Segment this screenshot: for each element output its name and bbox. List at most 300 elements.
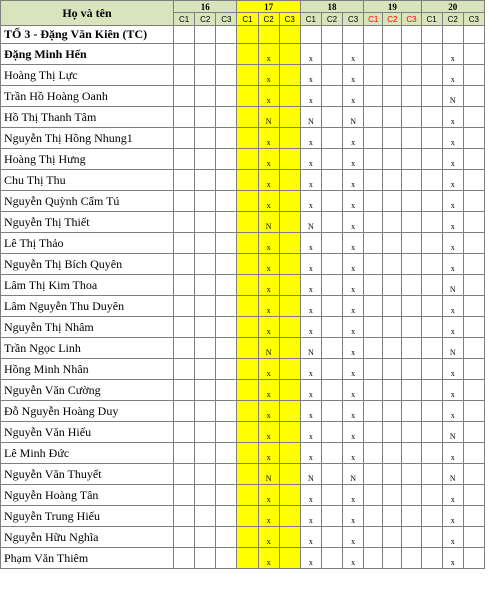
- attendance-cell[interactable]: [174, 128, 195, 149]
- attendance-cell[interactable]: [195, 443, 216, 464]
- attendance-cell[interactable]: x: [343, 170, 364, 191]
- attendance-cell[interactable]: [216, 191, 237, 212]
- attendance-cell[interactable]: [421, 527, 442, 548]
- attendance-cell[interactable]: [321, 149, 342, 170]
- attendance-cell[interactable]: [237, 26, 258, 44]
- attendance-cell[interactable]: [237, 254, 258, 275]
- attendance-cell[interactable]: [463, 422, 484, 443]
- attendance-cell[interactable]: N: [300, 464, 321, 485]
- attendance-cell[interactable]: [402, 422, 421, 443]
- attendance-cell[interactable]: [216, 212, 237, 233]
- attendance-cell[interactable]: x: [442, 527, 463, 548]
- attendance-cell[interactable]: x: [258, 485, 279, 506]
- attendance-cell[interactable]: [174, 401, 195, 422]
- attendance-cell[interactable]: [321, 338, 342, 359]
- attendance-cell[interactable]: x: [343, 86, 364, 107]
- attendance-cell[interactable]: [174, 170, 195, 191]
- attendance-cell[interactable]: x: [258, 359, 279, 380]
- attendance-cell[interactable]: N: [442, 275, 463, 296]
- attendance-cell[interactable]: N: [300, 212, 321, 233]
- attendance-cell[interactable]: [279, 233, 300, 254]
- attendance-cell[interactable]: x: [300, 548, 321, 569]
- attendance-cell[interactable]: [174, 275, 195, 296]
- attendance-cell[interactable]: N: [258, 212, 279, 233]
- attendance-cell[interactable]: x: [442, 359, 463, 380]
- attendance-cell[interactable]: [421, 401, 442, 422]
- member-name-cell[interactable]: Trần Hồ Hoàng Oanh: [1, 86, 174, 107]
- attendance-cell[interactable]: [174, 254, 195, 275]
- attendance-cell[interactable]: [383, 506, 402, 527]
- attendance-cell[interactable]: [383, 212, 402, 233]
- attendance-cell[interactable]: x: [343, 149, 364, 170]
- attendance-cell[interactable]: [174, 338, 195, 359]
- attendance-cell[interactable]: [463, 254, 484, 275]
- attendance-cell[interactable]: [402, 464, 421, 485]
- attendance-cell[interactable]: [195, 296, 216, 317]
- attendance-cell[interactable]: x: [300, 380, 321, 401]
- attendance-cell[interactable]: [321, 422, 342, 443]
- attendance-cell[interactable]: [364, 170, 383, 191]
- member-name-cell[interactable]: Hoàng Thị Lực: [1, 65, 174, 86]
- attendance-cell[interactable]: [364, 107, 383, 128]
- attendance-cell[interactable]: [364, 128, 383, 149]
- attendance-cell[interactable]: [195, 107, 216, 128]
- attendance-cell[interactable]: [279, 275, 300, 296]
- attendance-cell[interactable]: [321, 170, 342, 191]
- attendance-cell[interactable]: x: [343, 380, 364, 401]
- attendance-cell[interactable]: [321, 275, 342, 296]
- attendance-cell[interactable]: [383, 443, 402, 464]
- attendance-cell[interactable]: N: [442, 464, 463, 485]
- attendance-cell[interactable]: [279, 191, 300, 212]
- attendance-cell[interactable]: [421, 65, 442, 86]
- attendance-cell[interactable]: [174, 443, 195, 464]
- attendance-cell[interactable]: [321, 233, 342, 254]
- attendance-cell[interactable]: [195, 275, 216, 296]
- attendance-cell[interactable]: [279, 26, 300, 44]
- attendance-cell[interactable]: [383, 149, 402, 170]
- attendance-cell[interactable]: [421, 296, 442, 317]
- member-name-cell[interactable]: Phạm Văn Thiêm: [1, 548, 174, 569]
- attendance-cell[interactable]: [216, 149, 237, 170]
- attendance-cell[interactable]: [216, 254, 237, 275]
- attendance-cell[interactable]: [383, 107, 402, 128]
- attendance-cell[interactable]: [321, 380, 342, 401]
- attendance-cell[interactable]: x: [343, 191, 364, 212]
- attendance-cell[interactable]: [383, 485, 402, 506]
- attendance-cell[interactable]: [421, 338, 442, 359]
- member-name-cell[interactable]: Nguyễn Văn Thuyết: [1, 464, 174, 485]
- attendance-cell[interactable]: [421, 233, 442, 254]
- attendance-cell[interactable]: [383, 233, 402, 254]
- member-name-cell[interactable]: Nguyễn Hữu Nghĩa: [1, 527, 174, 548]
- attendance-cell[interactable]: [279, 380, 300, 401]
- attendance-cell[interactable]: [174, 233, 195, 254]
- attendance-cell[interactable]: x: [300, 44, 321, 65]
- attendance-cell[interactable]: [421, 44, 442, 65]
- attendance-cell[interactable]: [237, 149, 258, 170]
- attendance-cell[interactable]: x: [442, 506, 463, 527]
- attendance-cell[interactable]: [195, 254, 216, 275]
- attendance-cell[interactable]: [421, 191, 442, 212]
- attendance-cell[interactable]: x: [343, 527, 364, 548]
- attendance-cell[interactable]: [279, 464, 300, 485]
- attendance-cell[interactable]: [195, 548, 216, 569]
- attendance-cell[interactable]: [321, 65, 342, 86]
- attendance-cell[interactable]: [300, 26, 321, 44]
- attendance-cell[interactable]: x: [343, 422, 364, 443]
- attendance-cell[interactable]: [216, 65, 237, 86]
- attendance-cell[interactable]: [216, 44, 237, 65]
- attendance-cell[interactable]: x: [343, 548, 364, 569]
- attendance-cell[interactable]: [174, 359, 195, 380]
- attendance-cell[interactable]: [195, 527, 216, 548]
- attendance-cell[interactable]: x: [442, 191, 463, 212]
- attendance-cell[interactable]: [321, 44, 342, 65]
- attendance-cell[interactable]: [216, 464, 237, 485]
- attendance-cell[interactable]: [402, 233, 421, 254]
- attendance-cell[interactable]: x: [258, 128, 279, 149]
- attendance-cell[interactable]: [216, 86, 237, 107]
- attendance-cell[interactable]: [402, 296, 421, 317]
- attendance-cell[interactable]: x: [258, 422, 279, 443]
- attendance-cell[interactable]: [364, 317, 383, 338]
- attendance-cell[interactable]: [195, 233, 216, 254]
- attendance-cell[interactable]: [402, 317, 421, 338]
- attendance-cell[interactable]: [402, 149, 421, 170]
- attendance-cell[interactable]: [321, 464, 342, 485]
- attendance-cell[interactable]: [174, 191, 195, 212]
- attendance-cell[interactable]: [174, 506, 195, 527]
- attendance-cell[interactable]: [463, 107, 484, 128]
- attendance-cell[interactable]: [216, 338, 237, 359]
- attendance-cell[interactable]: [364, 26, 383, 44]
- attendance-cell[interactable]: x: [300, 401, 321, 422]
- attendance-cell[interactable]: [279, 401, 300, 422]
- attendance-cell[interactable]: [421, 26, 442, 44]
- attendance-cell[interactable]: [402, 506, 421, 527]
- attendance-cell[interactable]: [321, 359, 342, 380]
- attendance-cell[interactable]: [195, 128, 216, 149]
- attendance-cell[interactable]: [463, 65, 484, 86]
- attendance-cell[interactable]: x: [258, 65, 279, 86]
- attendance-cell[interactable]: x: [300, 422, 321, 443]
- attendance-cell[interactable]: x: [300, 149, 321, 170]
- attendance-cell[interactable]: [321, 128, 342, 149]
- attendance-cell[interactable]: [463, 170, 484, 191]
- attendance-cell[interactable]: [237, 464, 258, 485]
- attendance-cell[interactable]: x: [442, 212, 463, 233]
- attendance-cell[interactable]: [402, 107, 421, 128]
- attendance-cell[interactable]: x: [343, 233, 364, 254]
- attendance-cell[interactable]: [174, 464, 195, 485]
- attendance-cell[interactable]: [237, 86, 258, 107]
- member-name-cell[interactable]: Hồng Minh Nhân: [1, 359, 174, 380]
- attendance-cell[interactable]: [383, 128, 402, 149]
- attendance-cell[interactable]: x: [258, 86, 279, 107]
- attendance-cell[interactable]: [279, 548, 300, 569]
- attendance-cell[interactable]: [321, 86, 342, 107]
- attendance-cell[interactable]: [364, 338, 383, 359]
- member-name-cell[interactable]: Nguyễn Hoàng Tân: [1, 485, 174, 506]
- attendance-cell[interactable]: x: [300, 485, 321, 506]
- attendance-cell[interactable]: [463, 128, 484, 149]
- attendance-cell[interactable]: [402, 338, 421, 359]
- attendance-cell[interactable]: x: [258, 506, 279, 527]
- attendance-cell[interactable]: [383, 86, 402, 107]
- attendance-cell[interactable]: x: [343, 128, 364, 149]
- attendance-cell[interactable]: x: [258, 527, 279, 548]
- attendance-cell[interactable]: [402, 254, 421, 275]
- attendance-cell[interactable]: [216, 422, 237, 443]
- attendance-cell[interactable]: [383, 275, 402, 296]
- attendance-cell[interactable]: [402, 548, 421, 569]
- attendance-cell[interactable]: x: [300, 65, 321, 86]
- attendance-cell[interactable]: [195, 464, 216, 485]
- attendance-cell[interactable]: N: [343, 464, 364, 485]
- attendance-cell[interactable]: x: [442, 107, 463, 128]
- attendance-cell[interactable]: [364, 212, 383, 233]
- attendance-cell[interactable]: [195, 422, 216, 443]
- attendance-cell[interactable]: [442, 26, 463, 44]
- member-name-cell[interactable]: Hoàng Thị Hưng: [1, 149, 174, 170]
- attendance-cell[interactable]: [364, 422, 383, 443]
- attendance-cell[interactable]: [463, 359, 484, 380]
- attendance-cell[interactable]: x: [258, 149, 279, 170]
- attendance-cell[interactable]: [402, 527, 421, 548]
- attendance-cell[interactable]: x: [343, 338, 364, 359]
- attendance-cell[interactable]: [174, 422, 195, 443]
- attendance-cell[interactable]: [216, 506, 237, 527]
- attendance-cell[interactable]: [364, 191, 383, 212]
- attendance-cell[interactable]: x: [442, 296, 463, 317]
- attendance-cell[interactable]: N: [258, 338, 279, 359]
- attendance-cell[interactable]: [421, 380, 442, 401]
- attendance-cell[interactable]: [421, 548, 442, 569]
- attendance-cell[interactable]: [279, 485, 300, 506]
- attendance-cell[interactable]: [321, 317, 342, 338]
- attendance-cell[interactable]: x: [258, 275, 279, 296]
- attendance-cell[interactable]: [402, 212, 421, 233]
- attendance-cell[interactable]: [174, 44, 195, 65]
- attendance-cell[interactable]: x: [258, 254, 279, 275]
- attendance-cell[interactable]: [216, 359, 237, 380]
- attendance-cell[interactable]: [364, 401, 383, 422]
- attendance-cell[interactable]: [421, 212, 442, 233]
- attendance-cell[interactable]: x: [258, 170, 279, 191]
- attendance-cell[interactable]: x: [343, 296, 364, 317]
- attendance-cell[interactable]: [216, 380, 237, 401]
- attendance-cell[interactable]: x: [300, 527, 321, 548]
- attendance-cell[interactable]: [402, 401, 421, 422]
- attendance-cell[interactable]: [463, 26, 484, 44]
- attendance-cell[interactable]: [321, 254, 342, 275]
- attendance-cell[interactable]: [195, 359, 216, 380]
- attendance-cell[interactable]: [237, 401, 258, 422]
- attendance-cell[interactable]: N: [258, 107, 279, 128]
- attendance-cell[interactable]: [279, 317, 300, 338]
- attendance-cell[interactable]: [174, 380, 195, 401]
- attendance-cell[interactable]: x: [343, 443, 364, 464]
- attendance-cell[interactable]: [321, 401, 342, 422]
- attendance-cell[interactable]: [421, 107, 442, 128]
- attendance-cell[interactable]: [463, 44, 484, 65]
- attendance-cell[interactable]: [402, 191, 421, 212]
- attendance-cell[interactable]: [216, 317, 237, 338]
- attendance-cell[interactable]: x: [300, 254, 321, 275]
- attendance-cell[interactable]: x: [343, 485, 364, 506]
- attendance-cell[interactable]: [364, 443, 383, 464]
- attendance-cell[interactable]: [383, 170, 402, 191]
- member-name-cell[interactable]: Hồ Thị Thanh Tâm: [1, 107, 174, 128]
- attendance-cell[interactable]: [195, 44, 216, 65]
- attendance-cell[interactable]: [383, 191, 402, 212]
- attendance-cell[interactable]: [195, 485, 216, 506]
- attendance-cell[interactable]: N: [442, 338, 463, 359]
- member-name-cell[interactable]: Đặng Minh Hến: [1, 44, 174, 65]
- member-name-cell[interactable]: Nguyễn Thị Hồng Nhung1: [1, 128, 174, 149]
- attendance-cell[interactable]: [174, 296, 195, 317]
- attendance-cell[interactable]: x: [300, 233, 321, 254]
- attendance-cell[interactable]: [421, 149, 442, 170]
- attendance-cell[interactable]: [279, 128, 300, 149]
- attendance-cell[interactable]: [364, 296, 383, 317]
- attendance-cell[interactable]: [258, 26, 279, 44]
- attendance-cell[interactable]: [321, 485, 342, 506]
- attendance-cell[interactable]: [237, 422, 258, 443]
- attendance-cell[interactable]: [321, 443, 342, 464]
- attendance-cell[interactable]: x: [258, 296, 279, 317]
- attendance-cell[interactable]: [279, 212, 300, 233]
- attendance-cell[interactable]: [216, 128, 237, 149]
- attendance-cell[interactable]: [321, 191, 342, 212]
- attendance-cell[interactable]: x: [442, 65, 463, 86]
- attendance-cell[interactable]: [321, 527, 342, 548]
- attendance-cell[interactable]: [237, 380, 258, 401]
- attendance-cell[interactable]: x: [343, 359, 364, 380]
- attendance-cell[interactable]: [343, 26, 364, 44]
- attendance-cell[interactable]: [364, 359, 383, 380]
- attendance-cell[interactable]: [364, 527, 383, 548]
- attendance-cell[interactable]: [321, 107, 342, 128]
- attendance-cell[interactable]: [195, 380, 216, 401]
- attendance-cell[interactable]: [279, 359, 300, 380]
- member-name-cell[interactable]: Nguyễn Thị Bích Quyên: [1, 254, 174, 275]
- attendance-cell[interactable]: [364, 548, 383, 569]
- attendance-cell[interactable]: [174, 107, 195, 128]
- attendance-cell[interactable]: [463, 275, 484, 296]
- attendance-cell[interactable]: [364, 149, 383, 170]
- attendance-cell[interactable]: N: [442, 86, 463, 107]
- attendance-cell[interactable]: [383, 527, 402, 548]
- attendance-cell[interactable]: [216, 485, 237, 506]
- attendance-cell[interactable]: [421, 128, 442, 149]
- attendance-cell[interactable]: x: [300, 170, 321, 191]
- attendance-cell[interactable]: [383, 422, 402, 443]
- attendance-cell[interactable]: [216, 107, 237, 128]
- attendance-cell[interactable]: [195, 506, 216, 527]
- attendance-cell[interactable]: [463, 506, 484, 527]
- attendance-cell[interactable]: x: [343, 506, 364, 527]
- attendance-cell[interactable]: [216, 527, 237, 548]
- attendance-cell[interactable]: [364, 275, 383, 296]
- attendance-cell[interactable]: [463, 296, 484, 317]
- attendance-cell[interactable]: x: [258, 191, 279, 212]
- attendance-cell[interactable]: x: [442, 44, 463, 65]
- attendance-cell[interactable]: [383, 65, 402, 86]
- attendance-cell[interactable]: [421, 422, 442, 443]
- attendance-cell[interactable]: [195, 86, 216, 107]
- attendance-cell[interactable]: [383, 296, 402, 317]
- attendance-cell[interactable]: [216, 296, 237, 317]
- attendance-cell[interactable]: [237, 170, 258, 191]
- attendance-cell[interactable]: [402, 485, 421, 506]
- attendance-cell[interactable]: [383, 548, 402, 569]
- attendance-cell[interactable]: [279, 254, 300, 275]
- attendance-cell[interactable]: [383, 317, 402, 338]
- attendance-cell[interactable]: [216, 275, 237, 296]
- attendance-cell[interactable]: [321, 212, 342, 233]
- attendance-cell[interactable]: x: [300, 128, 321, 149]
- attendance-cell[interactable]: [279, 44, 300, 65]
- attendance-cell[interactable]: [421, 485, 442, 506]
- attendance-cell[interactable]: [463, 317, 484, 338]
- attendance-cell[interactable]: [364, 233, 383, 254]
- attendance-cell[interactable]: x: [442, 380, 463, 401]
- attendance-cell[interactable]: [279, 65, 300, 86]
- attendance-cell[interactable]: [463, 527, 484, 548]
- attendance-cell[interactable]: [402, 275, 421, 296]
- attendance-cell[interactable]: [174, 485, 195, 506]
- attendance-cell[interactable]: [364, 65, 383, 86]
- attendance-cell[interactable]: [463, 380, 484, 401]
- member-name-cell[interactable]: TỔ 3 - Đặng Văn Kiên (TC): [1, 26, 174, 44]
- attendance-cell[interactable]: [195, 212, 216, 233]
- attendance-cell[interactable]: x: [343, 44, 364, 65]
- member-name-cell[interactable]: Lê Minh Đức: [1, 443, 174, 464]
- attendance-cell[interactable]: x: [300, 317, 321, 338]
- attendance-cell[interactable]: [195, 149, 216, 170]
- member-name-cell[interactable]: Trần Ngọc Linh: [1, 338, 174, 359]
- attendance-cell[interactable]: [383, 338, 402, 359]
- attendance-cell[interactable]: [463, 443, 484, 464]
- attendance-cell[interactable]: [364, 506, 383, 527]
- attendance-cell[interactable]: [237, 65, 258, 86]
- attendance-cell[interactable]: x: [343, 275, 364, 296]
- attendance-cell[interactable]: [237, 506, 258, 527]
- attendance-cell[interactable]: [421, 86, 442, 107]
- attendance-cell[interactable]: x: [442, 149, 463, 170]
- attendance-cell[interactable]: [279, 338, 300, 359]
- attendance-cell[interactable]: [421, 443, 442, 464]
- attendance-cell[interactable]: [364, 44, 383, 65]
- attendance-cell[interactable]: [321, 548, 342, 569]
- attendance-cell[interactable]: x: [258, 233, 279, 254]
- attendance-cell[interactable]: [279, 506, 300, 527]
- attendance-cell[interactable]: [195, 317, 216, 338]
- attendance-cell[interactable]: [321, 26, 342, 44]
- attendance-cell[interactable]: [195, 401, 216, 422]
- attendance-cell[interactable]: [195, 191, 216, 212]
- member-name-cell[interactable]: Lê Thị Thảo: [1, 233, 174, 254]
- attendance-cell[interactable]: x: [258, 401, 279, 422]
- attendance-cell[interactable]: [463, 485, 484, 506]
- attendance-cell[interactable]: [383, 26, 402, 44]
- member-name-cell[interactable]: Nguyễn Văn Hiếu: [1, 422, 174, 443]
- attendance-cell[interactable]: [237, 128, 258, 149]
- member-name-cell[interactable]: Chu Thị Thu: [1, 170, 174, 191]
- attendance-cell[interactable]: [216, 401, 237, 422]
